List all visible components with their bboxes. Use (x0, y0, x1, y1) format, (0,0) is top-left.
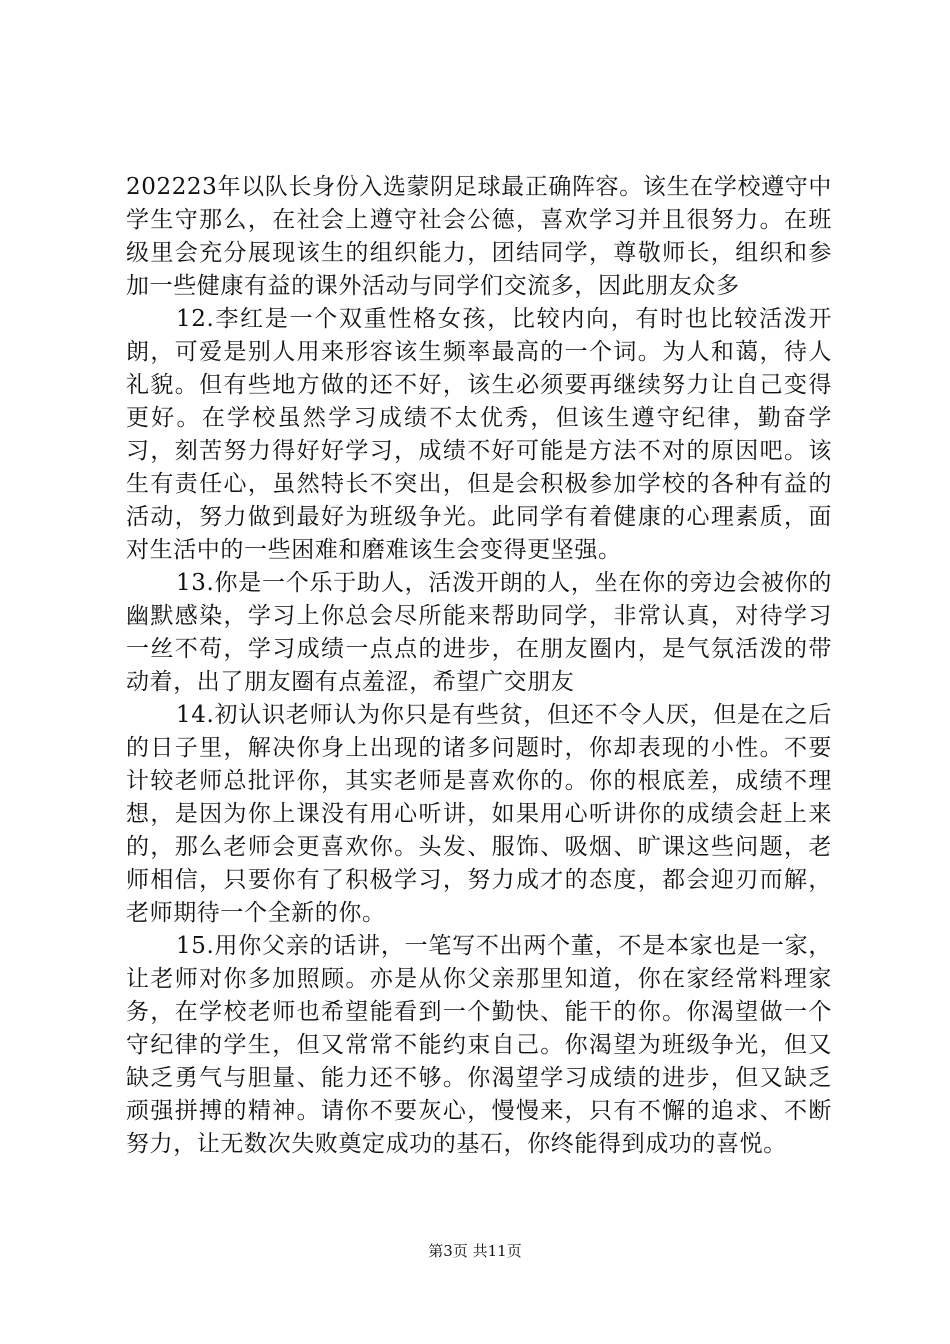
paragraph-12: 12.李红是一个双重性格女孩，比较内向，有时也比较活泼开朗，可爱是别人用来形容该生频率最高的一个词。为人和蔼，待人礼貌。但有些地方做的还不好，该生必须要再继续努力让自己变得更好。在学校虽然学习成绩不太优秀，但该生遵守纪律，勤奋学习，刻苦努力得好好学习，成绩不好可能是方法不对的原因吧。该生有责任心，虽然特长不突出，但是会积极参加学校的各种有益的活动，努力做到最好为班级争光。此同学有着健康的心理素质，面对生活中的一些困难和磨难该生会变得更坚强。 (126, 306, 832, 563)
document-body (126, 171, 832, 1161)
paragraph-15: 15.用你父亲的话讲，一笔写不出两个董，不是本家也是一家，让老师对你多加照顾。亦是从你父亲那里知道，你在家经常料理家务，在学校老师也希望能看到一个勤快、能干的你。你渴望做一个守纪律的学生，但又常常不能约束自己。你渴望为班级争光，但又缺乏勇气与胆量、能力还不够。你渴望学习成绩的进步，但又缺乏顽强拼搏的精神。请你不要灰心，慢慢来，只有不懈的追求、不断努力，让无数次失败奠定成功的基石，你终能得到成功的喜悦。 (126, 933, 832, 1157)
page-number-footer: 第3页 共11页 (428, 1242, 522, 1260)
paragraph-13: 13.你是一个乐于助人，活泼开朗的人，坐在你的旁边会被你的幽默感染，学习上你总会尽所能来帮助同学，非常认真，对待学习一丝不苟，学习成绩一点点的进步，在朋友圈内，是气氛活泼的带动着，出了朋友圈有点羞涩，希望广交朋友 (126, 570, 832, 695)
paragraph-continued: 202223年以队长身份入选蒙阴足球最正确阵容。该生在学校遵守中学生守那么，在社会上遵守社会公德，喜欢学习并且很努力。在班级里会充分展现该生的组织能力，团结同学，尊敬师长，组织和参加一些健康有益的课外活动与同学们交流多，因此朋友众多 (126, 174, 832, 299)
paragraph-14: 14.初认识老师认为你只是有些贫，但还不令人厌，但是在之后的日子里，解决你身上出现的诸多问题时，你却表现的小性。不要计较老师总批评你，其实老师是喜欢你的。你的根底差，成绩不理想，是因为你上课没有用心听讲，如果用心听讲你的成绩会赶上来的，那么老师会更喜欢你。头发、服饰、吸烟、旷课这些问题，老师相信，只要你有了积极学习，努力成才的态度，都会迎刃而解，老师期待一个全新的你。 (126, 702, 832, 926)
